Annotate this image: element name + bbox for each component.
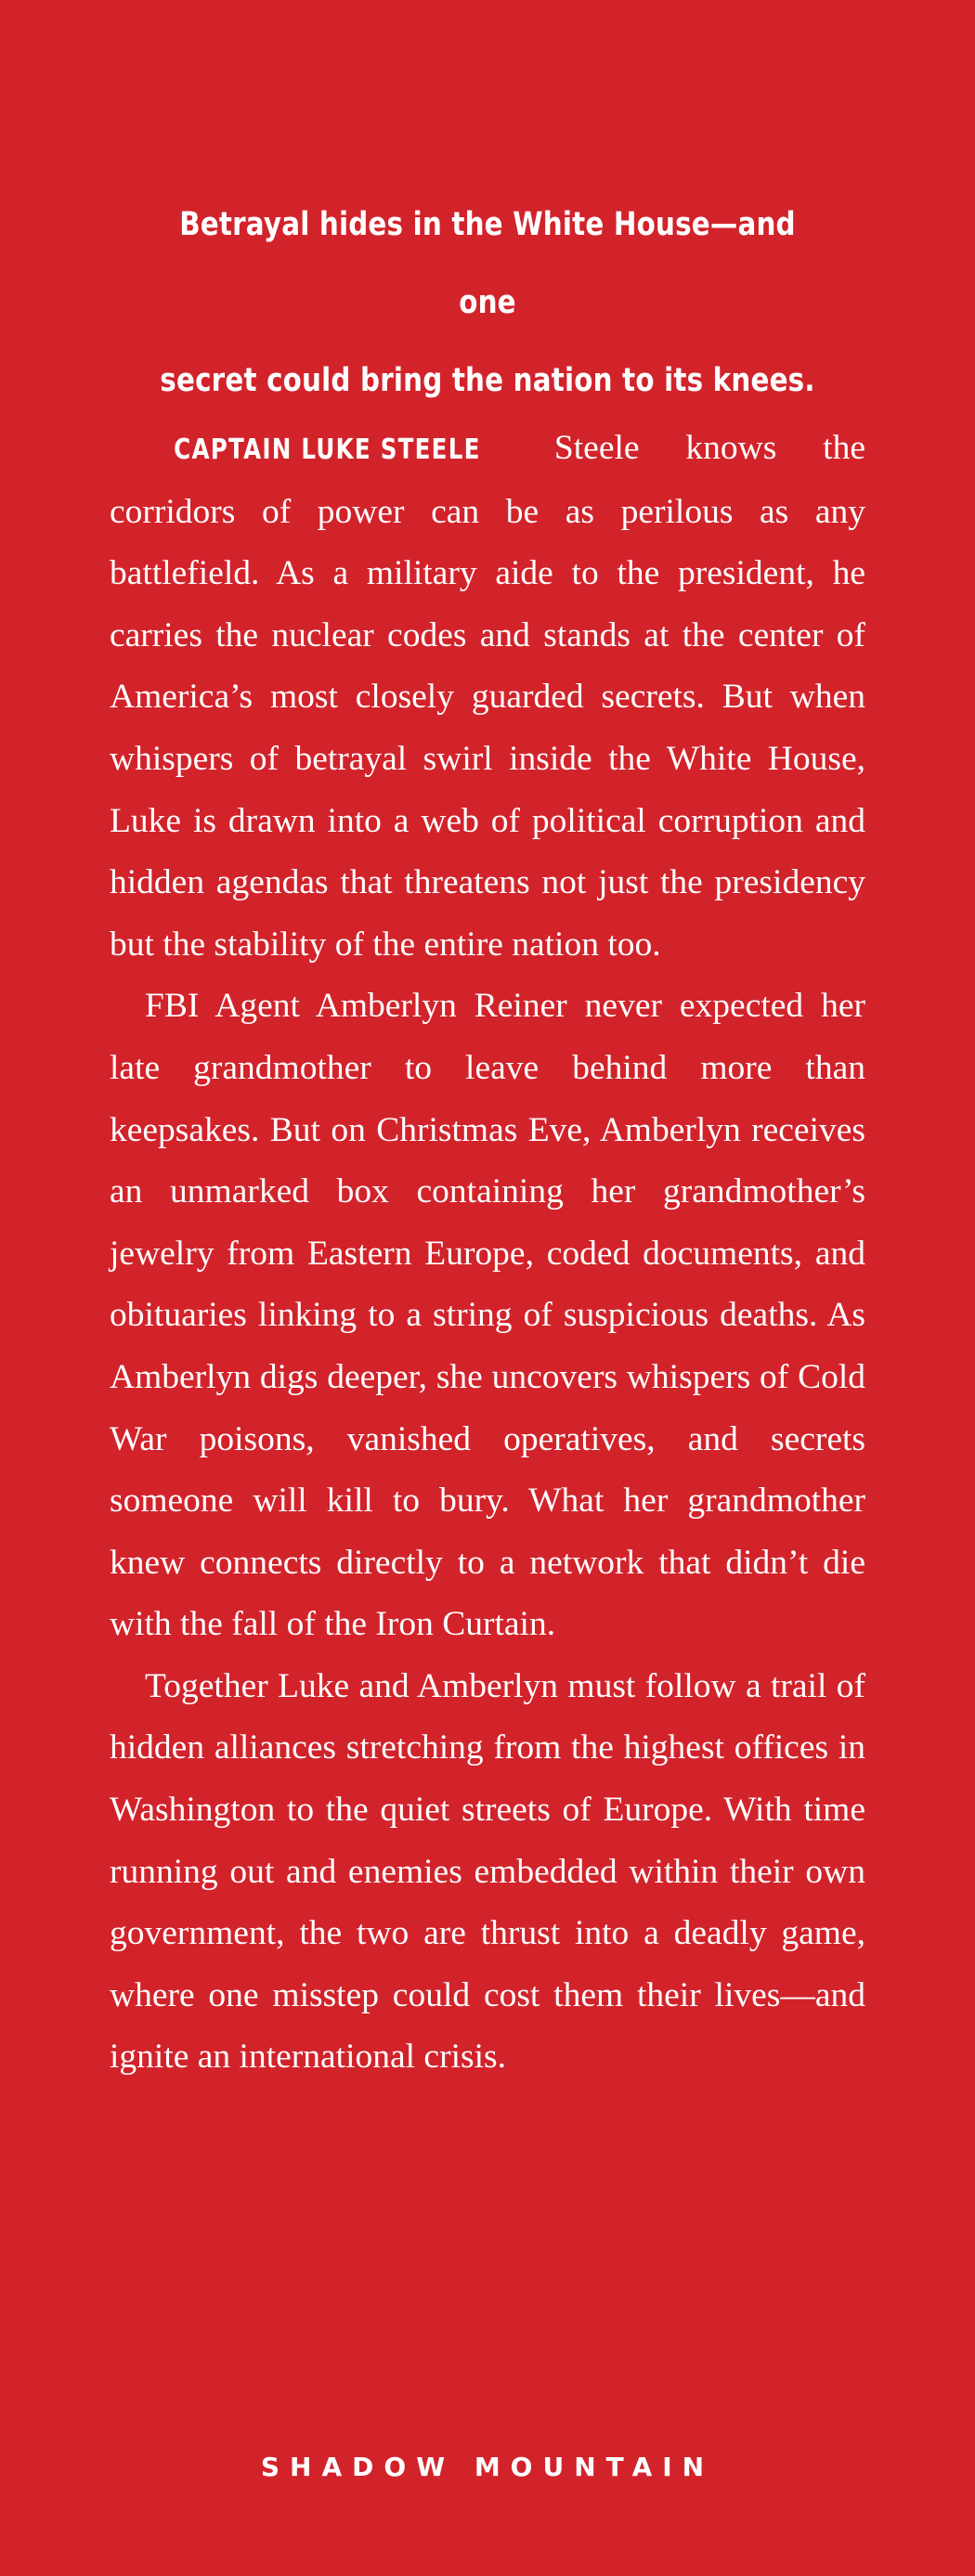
lead-in-caps: CAPTAIN LUKE STEELE	[174, 434, 481, 466]
synopsis	[110, 418, 865, 2089]
synopsis-paragraph-2: FBI Agent Amberlyn Reiner never expected her late grandmother to leave behind more than keepsakes. But on Christmas Eve, Amberlyn receives an unmarked box containing her grandmother’s jewelry from Eastern Europe, coded documents, and obituaries linking to a string of suspicious deaths. As Amberlyn digs deeper, she uncovers whispers of Cold War poisons, vanished operatives, and secrets someone will kill to bury. What her grandmother knew connects directly to a network that didn’t die with the fall of the Iron Curtain.	[110, 987, 865, 1644]
synopsis-paragraph-3: Together Luke and Amberlyn must follow a trail of hidden alliances stretching from the highest offices in Washington to the quiet streets of Europe. With time running out and enemies embedded within their own government, the two are thrust into a deadly game, where one misstep could cost them their lives—and ignite an international crisis.	[110, 1666, 865, 2077]
paragraph-1-text: Steele knows the corridors of power can be as perilous as any battlefield. As a military aide to the president, he carries the nuclear codes and stands at the center of America’s most closely guarded secrets. But when whispers of betrayal swirl inside the White House, Luke is drawn into a web of political corruption and hidden agendas that threatens not just the presidency but the stability of the entire nation too.	[110, 429, 865, 964]
tagline-line-1: Betrayal hides in the White House—and one	[179, 206, 796, 321]
tagline-line-2: secret could bring the nation to its knees.	[160, 362, 815, 399]
publisher-imprint: SHADOW MOUNTAIN	[260, 2452, 715, 2482]
tagline	[156, 186, 819, 420]
synopsis-paragraph-1	[110, 418, 865, 976]
